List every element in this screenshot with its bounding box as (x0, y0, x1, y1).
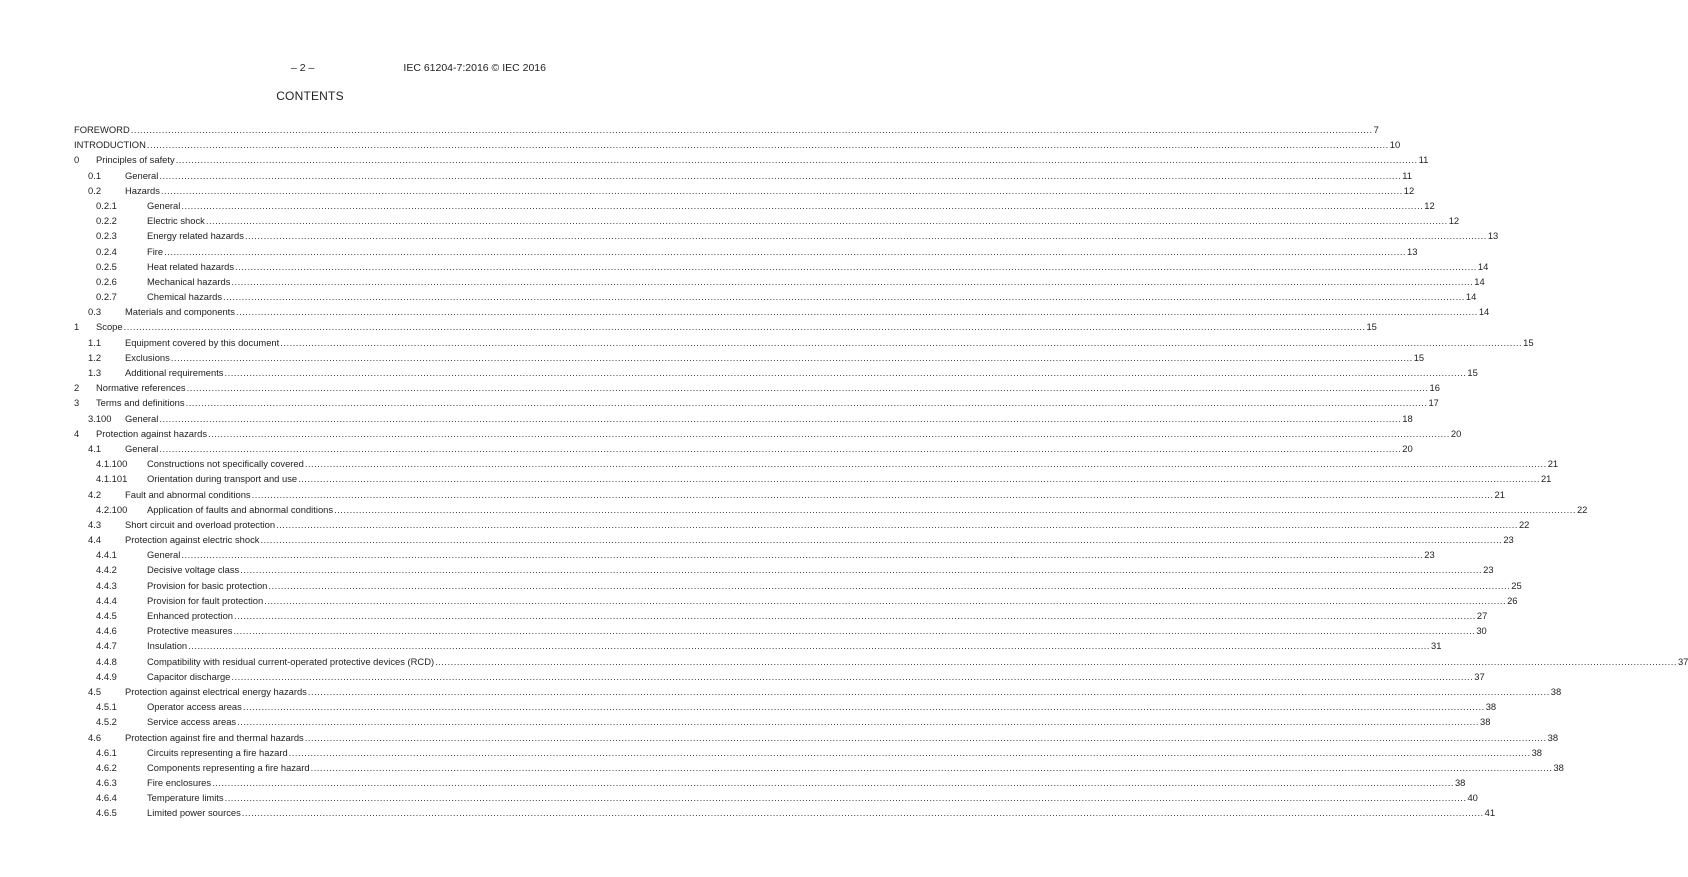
toc-entry-number: 1.3 (88, 367, 102, 378)
toc-entry-page: 23 (1424, 549, 1435, 561)
toc-entry-page: 12 (1424, 199, 1435, 211)
toc-entry-page: 22 (1518, 518, 1530, 530)
toc-entry-line (147, 745, 1543, 760)
toc-dot-leader: ................................................................................................................................................................................................................................................................................................................................................................................................................ (260, 534, 1503, 546)
toc-entry-line (147, 244, 1418, 259)
toc-entry-line (125, 183, 1415, 198)
toc-entry-page: 14 (1477, 260, 1489, 272)
toc-entry[interactable] (74, 669, 1485, 684)
toc-entry[interactable] (74, 487, 1505, 502)
toc-entry-number: 1.2 (88, 351, 102, 363)
toc-entry-page: 10 (1389, 139, 1401, 151)
toc-entry-title: Provision for basic protection (147, 578, 268, 593)
toc-entry-title: Fire (147, 244, 164, 259)
toc-entry[interactable] (74, 304, 1490, 319)
toc-dot-leader: ................................................................................................................................................................................................................................................................................................................................................................................................................ (280, 336, 1523, 348)
toc-entry-line (147, 228, 1499, 243)
toc-dot-leader: ................................................................................................................................................................................................................................................................................................................................................................................................................ (212, 777, 1454, 789)
toc-entry-number: 0.2.3 (96, 230, 117, 242)
toc-entry-number: 4.1.100 (96, 458, 128, 470)
toc-entry-line (147, 502, 1588, 517)
toc-dot-leader: ................................................................................................................................................................................................................................................................................................................................................................................................................ (242, 701, 1485, 713)
toc-entry[interactable] (74, 380, 1440, 395)
toc-entry-line (147, 213, 1460, 228)
toc-entry-title: Limited power sources (147, 805, 242, 820)
toc-entry-number: 2 (74, 382, 80, 394)
toc-entry-number: 4.4.6 (96, 625, 117, 637)
toc-entry-title: Components representing a fire hazard (147, 760, 311, 775)
toc-dot-leader: ................................................................................................................................................................................................................................................................................................................................................................................................................ (237, 716, 1479, 728)
toc-dot-leader: ................................................................................................................................................................................................................................................................................................................................................................................................................ (159, 169, 1402, 181)
toc-entry-line (125, 441, 1413, 456)
toc-entry[interactable] (74, 198, 1435, 213)
toc-entry-title: Enhanced protection (147, 608, 234, 623)
toc-entry-page: 15 (1467, 367, 1478, 378)
toc-entry-number: 4.6.2 (96, 761, 117, 773)
standard-reference: IEC 61204-7:2016 © IEC 2016 (403, 62, 546, 74)
toc-entry[interactable] (74, 608, 1488, 623)
toc-entry[interactable] (74, 593, 1518, 608)
toc-entry[interactable] (74, 730, 1559, 745)
toc-entry-number: 0.2.7 (96, 291, 117, 303)
toc-entry-title: Normative references (96, 380, 187, 395)
toc-entry-line (147, 471, 1552, 486)
toc-entry[interactable] (74, 289, 1477, 304)
toc-entry-title: Additional requirements (125, 365, 225, 380)
toc-entry-number: 4.4.5 (96, 610, 117, 621)
toc-entry-page: 41 (1484, 807, 1496, 819)
toc-entry-page: 31 (1431, 640, 1442, 652)
toc-entry[interactable] (74, 274, 1485, 289)
toc-entry-title: General (125, 168, 159, 183)
toc-entry-line (147, 562, 1494, 577)
toc-entry-line (147, 790, 1478, 805)
toc-entry-title: Orientation during transport and use (147, 471, 298, 486)
toc-dot-leader: ................................................................................................................................................................................................................................................................................................................................................................................................................ (146, 139, 1389, 151)
toc-entry-line (147, 547, 1435, 562)
toc-entry-line (125, 487, 1505, 502)
toc-entry-page: 40 (1467, 792, 1478, 804)
toc-entry-line (147, 623, 1487, 638)
toc-entry-line (147, 669, 1485, 684)
toc-entry[interactable] (74, 137, 1401, 152)
toc-dot-leader: ................................................................................................................................................................................................................................................................................................................................................................................................................ (304, 458, 1547, 470)
toc-entry-title: Fault and abnormal conditions (125, 487, 252, 502)
toc-dot-leader: ................................................................................................................................................................................................................................................................................................................................................................................................................ (231, 670, 1474, 682)
toc-entry-page: 22 (1576, 503, 1588, 515)
toc-dot-leader: ................................................................................................................................................................................................................................................................................................................................................................................................................ (288, 746, 1531, 758)
toc-entry-title: Protection against electric shock (125, 532, 260, 547)
toc-entry[interactable] (74, 244, 1418, 259)
toc-dot-leader: ................................................................................................................................................................................................................................................................................................................................................................................................................ (175, 154, 1418, 166)
toc-entry[interactable] (74, 562, 1494, 577)
toc-entry-title: Decisive voltage class (147, 562, 240, 577)
toc-entry-title: Principles of safety (96, 152, 176, 167)
toc-entry-page: 38 (1550, 685, 1562, 697)
toc-entry-line (125, 168, 1412, 183)
toc-entry-number: 4.2 (88, 488, 102, 500)
toc-dot-leader: ................................................................................................................................................................................................................................................................................................................................................................................................................ (276, 518, 1518, 530)
toc-entry-number: 0.2 (88, 184, 102, 196)
toc-dot-leader: ................................................................................................................................................................................................................................................................................................................................................................................................................ (159, 442, 1402, 454)
toc-entry-number: 4.6.4 (96, 792, 117, 804)
toc-dot-leader: ................................................................................................................................................................................................................................................................................................................................................................................................................ (231, 275, 1474, 287)
toc-entry-page: 17 (1428, 397, 1439, 409)
toc-dot-leader: ................................................................................................................................................................................................................................................................................................................................................................................................................ (304, 731, 1547, 743)
toc-dot-leader: ................................................................................................................................................................................................................................................................................................................................................................................................................ (170, 351, 1413, 363)
toc-entry-line (125, 304, 1490, 319)
toc-entry[interactable] (74, 517, 1530, 532)
toc-entry-number: 4.1 (88, 442, 102, 454)
toc-dot-leader: ................................................................................................................................................................................................................................................................................................................................................................................................................ (268, 579, 1511, 591)
toc-entry-page: 37 (1474, 670, 1485, 682)
toc-entry-line (147, 775, 1466, 790)
toc-dot-leader: ................................................................................................................................................................................................................................................................................................................................................................................................................ (307, 685, 1550, 697)
toc-entry-page: 27 (1476, 610, 1488, 621)
toc-entry-line (147, 456, 1559, 471)
toc-entry[interactable] (74, 790, 1478, 805)
toc-entry-title: FOREWORD (74, 122, 131, 137)
toc-entry-page: 15 (1366, 321, 1377, 333)
toc-entry-line (147, 274, 1485, 289)
toc-entry-title: General (147, 547, 181, 562)
toc-entry-title: Application of faults and abnormal conditions (147, 502, 334, 517)
toc-entry-page: 11 (1418, 154, 1429, 166)
toc-entry-title: Protection against hazards (96, 426, 208, 441)
toc-entry-page: 37 (1677, 655, 1688, 667)
toc-entry-number: 0.2.4 (96, 245, 117, 257)
toc-entry-page: 23 (1503, 534, 1514, 546)
toc-entry-number: 4.4.7 (96, 640, 117, 652)
toc-entry-number: 0.2.6 (96, 275, 117, 287)
toc-entry-page: 38 (1553, 761, 1564, 773)
toc-entry[interactable] (74, 228, 1499, 243)
toc-dot-leader: ................................................................................................................................................................................................................................................................................................................................................................................................................ (224, 792, 1467, 804)
toc-dot-leader: ................................................................................................................................................................................................................................................................................................................................................................................................................ (208, 427, 1450, 439)
toc-entry-page: 11 (1402, 169, 1412, 181)
table-of-contents (74, 122, 1688, 821)
toc-entry-title: Insulation (147, 638, 188, 653)
toc-entry-page: 21 (1547, 458, 1559, 470)
toc-entry-line (74, 122, 1379, 137)
toc-entry-page: 38 (1547, 731, 1559, 743)
toc-dot-leader: ................................................................................................................................................................................................................................................................................................................................................................................................................ (223, 291, 1465, 303)
toc-entry-line (147, 289, 1477, 304)
toc-entry[interactable] (74, 411, 1413, 426)
toc-entry-line (96, 395, 1439, 410)
toc-entry-number: 4.6.5 (96, 807, 117, 819)
toc-entry-page: 38 (1479, 716, 1491, 728)
toc-entry-title: INTRODUCTION (74, 137, 147, 152)
toc-entry-page: 12 (1448, 215, 1460, 227)
toc-entry-line (96, 426, 1462, 441)
toc-entry-page: 16 (1429, 382, 1440, 394)
toc-entry[interactable] (74, 714, 1491, 729)
toc-entry-title: Energy related hazards (147, 228, 245, 243)
toc-entry[interactable] (74, 532, 1514, 547)
toc-entry-line (147, 608, 1488, 623)
toc-entry-line (125, 730, 1559, 745)
toc-entry-number: 4.6.3 (96, 777, 117, 789)
toc-dot-leader: ................................................................................................................................................................................................................................................................................................................................................................................................................ (435, 655, 1677, 667)
toc-entry-title: Hazards (125, 183, 161, 198)
toc-entry-page: 21 (1540, 473, 1552, 485)
toc-entry[interactable] (74, 350, 1425, 365)
toc-entry-title: Mechanical hazards (147, 274, 231, 289)
toc-entry-title: Operator access areas (147, 699, 243, 714)
toc-entry[interactable] (74, 547, 1435, 562)
toc-entry-title: Circuits representing a fire hazard (147, 745, 289, 760)
toc-entry-title: Equipment covered by this document (125, 335, 280, 350)
toc-dot-leader: ................................................................................................................................................................................................................................................................................................................................................................................................................ (205, 215, 1448, 227)
toc-entry-page: 13 (1407, 245, 1418, 257)
toc-dot-leader: ................................................................................................................................................................................................................................................................................................................................................................................................................ (241, 807, 1484, 819)
toc-entry-line (125, 365, 1478, 380)
toc-entry-number: 4.5.2 (96, 716, 117, 728)
toc-entry-title: Compatibility with residual current-operated protective devices (RCD) (147, 654, 435, 669)
toc-entry[interactable] (74, 168, 1412, 183)
toc-entry[interactable] (74, 578, 1522, 593)
toc-entry-title: Exclusions (125, 350, 171, 365)
toc-entry-number: 0 (74, 154, 80, 166)
toc-entry-line (125, 684, 1562, 699)
contents-title: CONTENTS (276, 89, 344, 103)
toc-entry[interactable] (74, 502, 1588, 517)
toc-dot-leader: ................................................................................................................................................................................................................................................................................................................................................................................................................ (181, 199, 1424, 211)
toc-entry-page: 14 (1474, 275, 1485, 287)
toc-entry-line (125, 411, 1413, 426)
toc-entry-page: 23 (1483, 564, 1494, 576)
toc-entry-number: 4.6 (88, 731, 102, 743)
toc-entry[interactable] (74, 365, 1478, 380)
toc-entry-line (125, 517, 1530, 532)
toc-entry-title: General (125, 411, 159, 426)
toc-entry-number: 4.3 (88, 518, 102, 530)
toc-dot-leader: ................................................................................................................................................................................................................................................................................................................................................................................................................ (251, 488, 1494, 500)
toc-entry-number: 4.4.3 (96, 579, 117, 591)
toc-entry-page: 7 (1373, 124, 1379, 135)
toc-dot-leader: ................................................................................................................................................................................................................................................................................................................................................................................................................ (188, 640, 1431, 652)
page-number: – 2 – (291, 62, 315, 74)
toc-entry-line (147, 714, 1491, 729)
toc-dot-leader: ................................................................................................................................................................................................................................................................................................................................................................................................................ (334, 503, 1576, 515)
toc-entry[interactable] (74, 152, 1429, 167)
toc-entry-page: 38 (1531, 746, 1543, 758)
toc-entry-page: 18 (1402, 412, 1413, 424)
toc-entry-number: 0.2.1 (96, 199, 117, 211)
toc-entry-page: 38 (1485, 701, 1497, 713)
toc-dot-leader: ................................................................................................................................................................................................................................................................................................................................................................................................................ (264, 594, 1507, 606)
toc-entry-line (147, 259, 1489, 274)
toc-entry-title: Protective measures (147, 623, 233, 638)
toc-entry-line (96, 380, 1440, 395)
toc-entry-line (147, 760, 1564, 775)
toc-entry[interactable] (74, 684, 1562, 699)
toc-entry[interactable] (74, 441, 1413, 456)
toc-entry-title: Temperature limits (147, 790, 225, 805)
toc-entry-title: General (147, 198, 181, 213)
toc-entry[interactable] (74, 122, 1379, 137)
toc-entry-title: Scope (96, 319, 124, 334)
toc-entry-page: 21 (1494, 488, 1505, 500)
toc-entry-page: 14 (1465, 291, 1477, 303)
toc-dot-leader: ................................................................................................................................................................................................................................................................................................................................................................................................................ (186, 382, 1429, 394)
toc-entry-line (125, 532, 1514, 547)
toc-entry-number: 4.5 (88, 685, 102, 697)
toc-entry[interactable] (74, 775, 1466, 790)
toc-entry-number: 0.2.5 (96, 260, 117, 272)
toc-entry[interactable] (74, 471, 1552, 486)
toc-entry-page: 12 (1403, 184, 1415, 196)
toc-entry[interactable] (74, 699, 1497, 714)
toc-dot-leader: ................................................................................................................................................................................................................................................................................................................................................................................................................ (159, 412, 1402, 424)
toc-entry-number: 4.4 (88, 534, 102, 546)
toc-dot-leader: ................................................................................................................................................................................................................................................................................................................................................................................................................ (123, 321, 1366, 333)
toc-entry-line (96, 319, 1377, 334)
toc-entry-page: 30 (1476, 625, 1487, 637)
toc-entry-number: 4.4.1 (96, 549, 117, 561)
toc-dot-leader: ................................................................................................................................................................................................................................................................................................................................................................................................................ (310, 761, 1553, 773)
toc-entry-line (125, 350, 1425, 365)
toc-dot-leader: ................................................................................................................................................................................................................................................................................................................................................................................................................ (181, 549, 1424, 561)
toc-entry-page: 14 (1478, 306, 1490, 318)
toc-entry-number: 4.4.8 (96, 655, 117, 667)
toc-dot-leader: ................................................................................................................................................................................................................................................................................................................................................................................................................ (185, 397, 1428, 409)
toc-entry-line (96, 152, 1429, 167)
toc-entry-line (147, 805, 1496, 820)
toc-entry-number: 4.2.100 (96, 503, 128, 515)
toc-dot-leader: ................................................................................................................................................................................................................................................................................................................................................................................................................ (235, 260, 1477, 272)
toc-entry-title: Protection against electrical energy hazards (125, 684, 308, 699)
toc-entry-page: 13 (1487, 230, 1499, 242)
toc-entry-line (147, 699, 1497, 714)
toc-entry-number: 1 (74, 321, 80, 333)
toc-entry-number: 0.3 (88, 306, 102, 318)
toc-entry-line (147, 654, 1688, 669)
toc-entry-title: Terms and definitions (96, 395, 186, 410)
toc-entry-title: Provision for fault protection (147, 593, 264, 608)
toc-entry[interactable] (74, 654, 1688, 669)
toc-entry-page: 26 (1507, 594, 1518, 606)
toc-entry-title: Fire enclosures (147, 775, 212, 790)
toc-entry-line (147, 198, 1435, 213)
toc-entry-title: Heat related hazards (147, 259, 235, 274)
toc-entry-page: 38 (1454, 777, 1466, 789)
toc-entry-number: 0.1 (88, 169, 102, 181)
toc-entry-line (147, 593, 1518, 608)
toc-entry[interactable] (74, 623, 1487, 638)
toc-dot-leader: ................................................................................................................................................................................................................................................................................................................................................................................................................ (130, 124, 1373, 135)
toc-dot-leader: ................................................................................................................................................................................................................................................................................................................................................................................................................ (160, 184, 1403, 196)
toc-entry[interactable] (74, 760, 1564, 775)
toc-dot-leader: ................................................................................................................................................................................................................................................................................................................................................................................................................ (240, 564, 1483, 576)
toc-entry-page: 20 (1402, 442, 1413, 454)
toc-entry-page: 15 (1413, 351, 1425, 363)
toc-entry-number: 4.1.101 (96, 473, 128, 485)
toc-entry-number: 4.4.9 (96, 670, 117, 682)
toc-entry[interactable] (74, 335, 1534, 350)
toc-dot-leader: ................................................................................................................................................................................................................................................................................................................................................................................................................ (224, 367, 1467, 378)
toc-entry-number: 4 (74, 427, 80, 439)
toc-entry-number: 3.100 (88, 412, 112, 424)
toc-entry-title: Chemical hazards (147, 289, 223, 304)
toc-dot-leader: ................................................................................................................................................................................................................................................................................................................................................................................................................ (298, 473, 1540, 485)
toc-entry[interactable] (74, 638, 1442, 653)
toc-dot-leader: ................................................................................................................................................................................................................................................................................................................................................................................................................ (235, 306, 1478, 318)
toc-entry-line (147, 638, 1442, 653)
toc-entry-number: 4.4.4 (96, 594, 117, 606)
toc-entry-page: 15 (1523, 336, 1534, 348)
toc-entry-number: 4.6.1 (96, 746, 117, 758)
toc-entry-page: 25 (1511, 579, 1522, 591)
toc-entry[interactable] (74, 183, 1415, 198)
toc-entry[interactable] (74, 426, 1462, 441)
toc-dot-leader: ................................................................................................................................................................................................................................................................................................................................................................................................................ (164, 245, 1407, 257)
toc-entry-number: 4.5.1 (96, 701, 117, 713)
toc-entry[interactable] (74, 395, 1439, 410)
toc-dot-leader: ................................................................................................................................................................................................................................................................................................................................................................................................................ (233, 625, 1476, 637)
toc-dot-leader: ................................................................................................................................................................................................................................................................................................................................................................................................................ (244, 230, 1487, 242)
toc-entry[interactable] (74, 259, 1489, 274)
toc-entry-title: General (125, 441, 159, 456)
toc-entry-number: 1.1 (88, 336, 102, 348)
toc-entry-number: 3 (74, 397, 80, 409)
toc-entry[interactable] (74, 319, 1377, 334)
toc-entry-title: Materials and components (125, 304, 236, 319)
toc-entry[interactable] (74, 456, 1559, 471)
toc-entry[interactable] (74, 745, 1543, 760)
toc-entry-title: Short circuit and overload protection (125, 517, 276, 532)
toc-entry[interactable] (74, 213, 1460, 228)
toc-entry[interactable] (74, 805, 1496, 820)
toc-entry-title: Electric shock (147, 213, 206, 228)
toc-entry-number: 0.2.2 (96, 215, 117, 227)
toc-entry-page: 20 (1450, 427, 1462, 439)
toc-entry-title: Capacitor discharge (147, 669, 231, 684)
toc-entry-line (147, 578, 1522, 593)
toc-entry-number: 4.4.2 (96, 564, 117, 576)
toc-entry-line (125, 335, 1534, 350)
toc-dot-leader: ................................................................................................................................................................................................................................................................................................................................................................................................................ (234, 610, 1476, 621)
toc-entry-title: Service access areas (147, 714, 237, 729)
toc-entry-title: Protection against fire and thermal hazards (125, 730, 305, 745)
toc-entry-line (74, 137, 1401, 152)
toc-entry-title: Constructions not specifically covered (147, 456, 305, 471)
